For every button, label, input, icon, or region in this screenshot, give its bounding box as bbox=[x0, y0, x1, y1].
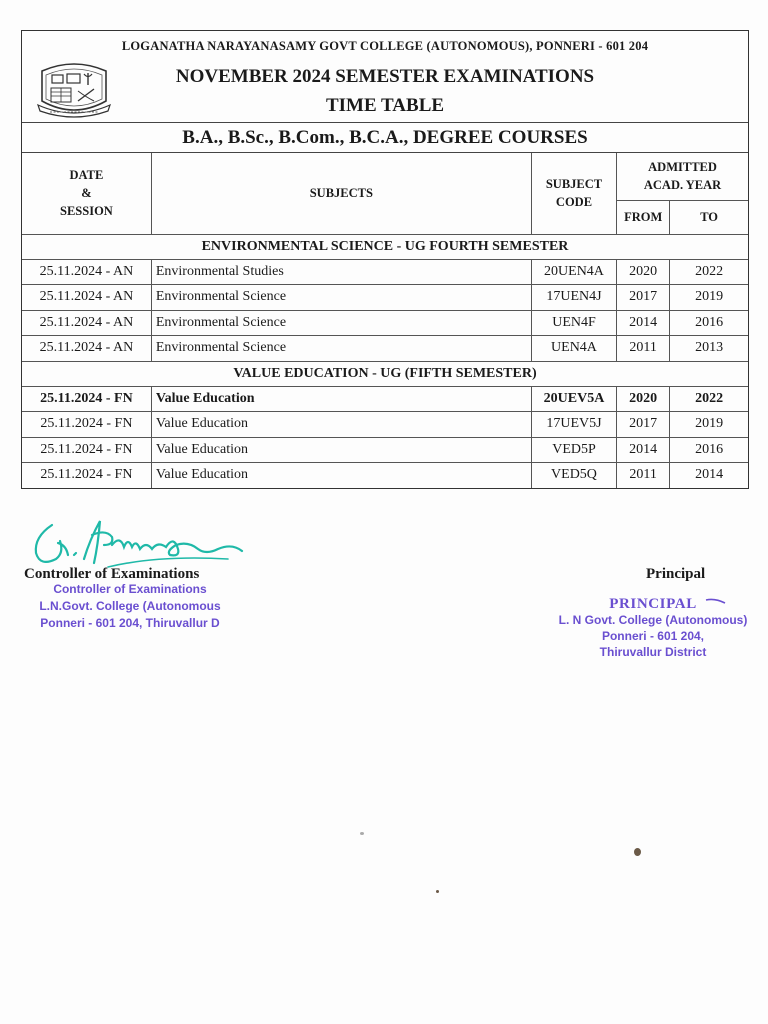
subject-cell: Environmental Studies bbox=[151, 259, 531, 285]
col-code-label-2: CODE bbox=[555, 195, 593, 210]
scan-speck bbox=[436, 890, 439, 893]
date-cell: 25.11.2024 - FN bbox=[22, 437, 151, 463]
to-year-cell: 2013 bbox=[670, 336, 748, 362]
date-cell: 25.11.2024 - AN bbox=[22, 310, 151, 336]
controller-stamp-line: Controller of Examinations bbox=[53, 582, 207, 596]
timetable bbox=[22, 153, 748, 488]
scan-speck bbox=[634, 848, 641, 856]
to-year-cell: 2016 bbox=[670, 310, 748, 336]
col-code-label-1: SUBJECT bbox=[545, 177, 603, 192]
date-cell: 25.11.2024 - AN bbox=[22, 259, 151, 285]
col-admitted-year bbox=[617, 153, 748, 200]
to-year-cell: 2019 bbox=[670, 285, 748, 311]
section-title: ENVIRONMENTAL SCIENCE - UG FOURTH SEMESTER bbox=[22, 234, 748, 259]
controller-stamp-line: L.N.Govt. College (Autonomous bbox=[39, 599, 221, 613]
to-year-cell: 2019 bbox=[670, 412, 748, 438]
col-admitted-label-2: ACAD. YEAR bbox=[643, 178, 722, 193]
from-year-cell: 2011 bbox=[617, 336, 670, 362]
table-row bbox=[22, 386, 748, 412]
col-amp-label: & bbox=[81, 186, 92, 201]
exam-title: NOVEMBER 2024 SEMESTER EXAMINATIONS bbox=[175, 66, 595, 87]
date-cell: 25.11.2024 - FN bbox=[22, 463, 151, 488]
principal-stamp bbox=[546, 596, 760, 660]
to-year-cell: 2014 bbox=[670, 463, 748, 488]
subject-cell: Environmental Science bbox=[151, 310, 531, 336]
controller-title: Controller of Examinations bbox=[24, 566, 200, 582]
col-admitted-label-1: ADMITTED bbox=[648, 160, 717, 175]
section-header-row bbox=[22, 361, 748, 386]
subject-cell: Value Education bbox=[151, 386, 531, 412]
to-year-cell: 2022 bbox=[670, 386, 748, 412]
subject-cell: Environmental Science bbox=[151, 336, 531, 362]
col-subject-code bbox=[531, 153, 616, 234]
college-header bbox=[22, 31, 748, 123]
code-cell: VED5Q bbox=[531, 463, 616, 488]
principal-stamp-line: Thiruvallur District bbox=[599, 645, 707, 659]
table-row bbox=[22, 336, 748, 362]
col-date-session bbox=[22, 153, 151, 234]
principal-stamp-dash bbox=[705, 597, 727, 605]
date-cell: 25.11.2024 - FN bbox=[22, 412, 151, 438]
subject-cell: Environmental Science bbox=[151, 285, 531, 311]
from-year-cell: 2014 bbox=[617, 310, 670, 336]
code-cell: 20UEN4A bbox=[531, 259, 616, 285]
from-year-cell: 2020 bbox=[617, 386, 670, 412]
scan-speck bbox=[360, 832, 364, 835]
table-row bbox=[22, 259, 748, 285]
controller-stamp-line: Ponneri - 601 204, Thiruvallur D bbox=[40, 616, 220, 630]
to-year-cell: 2016 bbox=[670, 437, 748, 463]
from-year-cell: 2011 bbox=[617, 463, 670, 488]
date-cell: 25.11.2024 - FN bbox=[22, 386, 151, 412]
courses-title: B.A., B.Sc., B.Com., B.C.A., DEGREE COURSES bbox=[22, 123, 748, 153]
from-year-cell: 2014 bbox=[617, 437, 670, 463]
subject-cell: Value Education bbox=[151, 412, 531, 438]
principal-title: Principal bbox=[646, 566, 706, 582]
section-header-row bbox=[22, 234, 748, 259]
doc-title: TIME TABLE bbox=[325, 95, 445, 116]
subject-cell: Value Education bbox=[151, 463, 531, 488]
timetable-sheet bbox=[21, 30, 749, 489]
col-date-label: DATE bbox=[69, 168, 104, 183]
table-row bbox=[22, 310, 748, 336]
table-row bbox=[22, 285, 748, 311]
college-name: LOGANATHA NARAYANASAMY GOVT COLLEGE (AUTONOMOUS), PONNERI - 601 204 bbox=[121, 39, 649, 53]
table-row bbox=[22, 412, 748, 438]
table-row bbox=[22, 463, 748, 488]
col-from: FROM bbox=[617, 200, 670, 234]
col-to: TO bbox=[670, 200, 748, 234]
code-cell: 17UEV5J bbox=[531, 412, 616, 438]
controller-stamp bbox=[10, 581, 250, 632]
date-cell: 25.11.2024 - AN bbox=[22, 285, 151, 311]
principal-stamp-line: PRINCIPAL bbox=[609, 596, 697, 612]
from-year-cell: 2020 bbox=[617, 259, 670, 285]
code-cell: 17UEN4J bbox=[531, 285, 616, 311]
code-cell: UEN4F bbox=[531, 310, 616, 336]
from-year-cell: 2017 bbox=[617, 285, 670, 311]
code-cell: VED5P bbox=[531, 437, 616, 463]
col-subjects: SUBJECTS bbox=[151, 153, 531, 234]
section-title: VALUE EDUCATION - UG (FIFTH SEMESTER) bbox=[22, 361, 748, 386]
table-row bbox=[22, 437, 748, 463]
subject-cell: Value Education bbox=[151, 437, 531, 463]
principal-stamp-line: Ponneri - 601 204, bbox=[601, 629, 705, 643]
code-cell: 20UEV5A bbox=[531, 386, 616, 412]
principal-stamp-line: L. N Govt. College (Autonomous) bbox=[558, 613, 748, 627]
from-year-cell: 2017 bbox=[617, 412, 670, 438]
code-cell: UEN4A bbox=[531, 336, 616, 362]
col-session-label: SESSION bbox=[60, 204, 113, 219]
date-cell: 25.11.2024 - AN bbox=[22, 336, 151, 362]
to-year-cell: 2022 bbox=[670, 259, 748, 285]
